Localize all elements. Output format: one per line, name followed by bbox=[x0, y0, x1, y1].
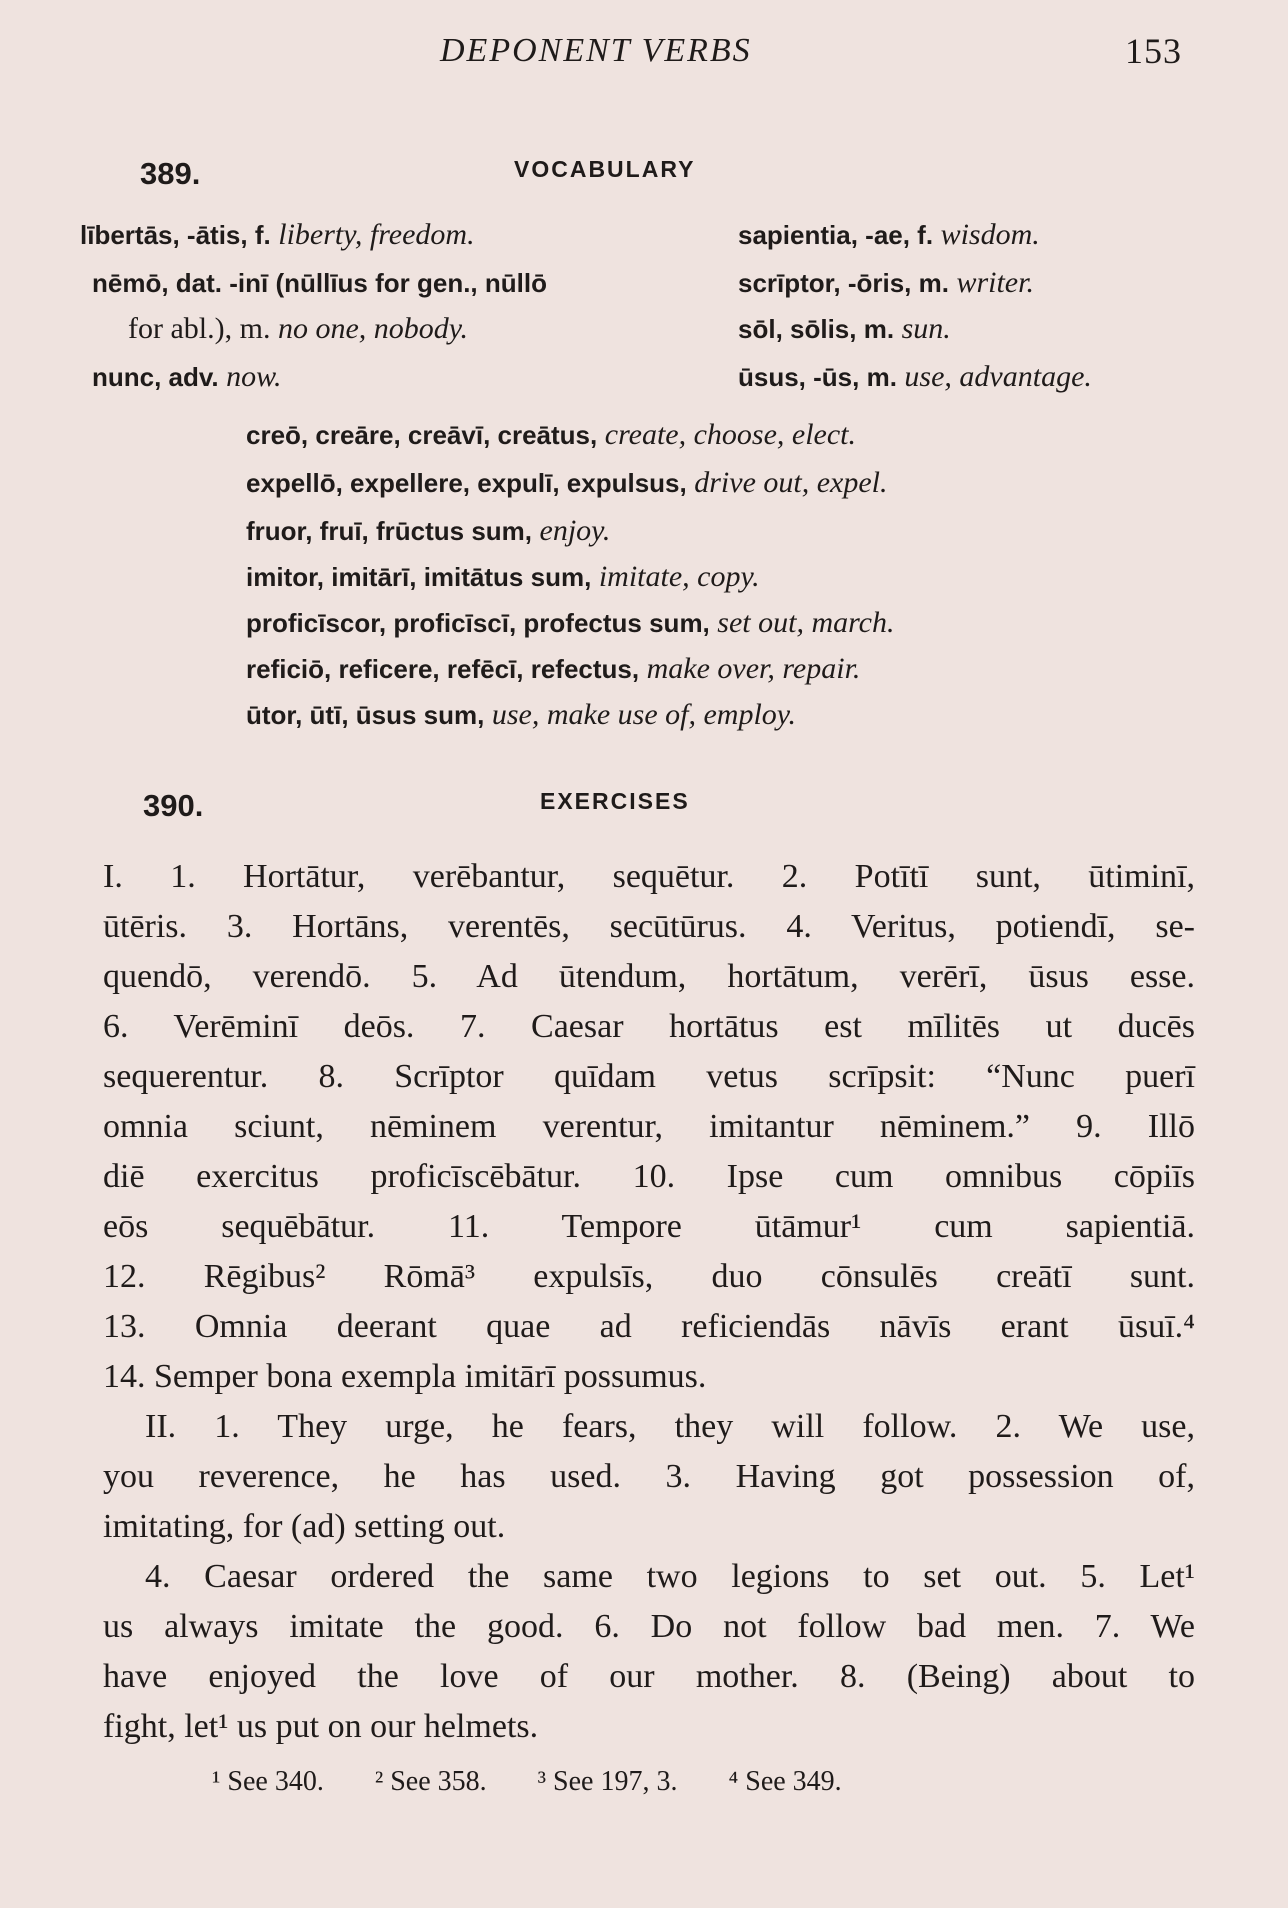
verb-entry bbox=[246, 606, 895, 640]
exercises-section-number: 390. bbox=[143, 788, 204, 823]
exercise-line: have enjoyed the love of our mother. 8. (Being) about to bbox=[103, 1658, 1195, 1695]
exercise-line: us always imitate the good. 6. Do not follow bad men. 7. We bbox=[103, 1608, 1195, 1645]
verb-entry bbox=[246, 698, 796, 732]
exercise-line: 13. Omnia deerant quae ad reficiendās nāvīs erant ūsuī.⁴ bbox=[103, 1308, 1195, 1345]
vocab-definition: no one, nobody. bbox=[277, 312, 468, 345]
verb-definition: set out, march. bbox=[717, 606, 895, 639]
verb-entry bbox=[246, 418, 856, 452]
vocab-word: sōl, sōlis, m. bbox=[738, 314, 895, 344]
exercise-line: II. 1. They urge, he fears, they will follow. 2. We use, bbox=[145, 1408, 1195, 1445]
footnote: ⁴ See 349. bbox=[728, 1766, 842, 1797]
verb-principal-parts: creō, creāre, creāvī, creātus, bbox=[246, 420, 598, 450]
exercise-line: 14. Semper bona exempla imitārī possumus. bbox=[103, 1358, 707, 1395]
verb-entry bbox=[246, 466, 888, 500]
vocab-entry bbox=[738, 312, 951, 346]
exercise-line: ūtēris. 3. Hortāns, verentēs, secūtūrus. 4. Veritus, potiendī, se- bbox=[103, 908, 1195, 945]
vocab-entry bbox=[80, 218, 475, 252]
footnote: ¹ See 340. bbox=[212, 1766, 324, 1797]
vocab-entry bbox=[92, 360, 281, 394]
verb-principal-parts: reficiō, reficere, refēcī, refectus, bbox=[246, 654, 640, 684]
exercise-line: diē exercitus proficīscēbātur. 10. Ipse cum omnibus cōpiīs bbox=[103, 1158, 1195, 1195]
exercise-line: I. 1. Hortātur, verēbantur, sequētur. 2. Potītī sunt, ūtiminī, bbox=[103, 858, 1195, 895]
vocab-definition: sun. bbox=[901, 312, 951, 345]
vocab-entry bbox=[738, 218, 1040, 252]
vocab-entry bbox=[92, 266, 547, 300]
vocab-definition: writer. bbox=[956, 266, 1034, 299]
verb-entry bbox=[246, 514, 610, 548]
vocab-word: ūsus, -ūs, m. bbox=[738, 362, 897, 392]
vocab-section-number: 389. bbox=[140, 156, 201, 191]
vocab-definition: liberty, freedom. bbox=[278, 218, 475, 251]
vocab-word: for abl.), m. bbox=[128, 312, 271, 345]
verb-principal-parts: ūtor, ūtī, ūsus sum, bbox=[246, 700, 485, 730]
verb-definition: create, choose, elect. bbox=[604, 418, 857, 451]
verb-entry bbox=[246, 652, 860, 686]
vocab-word: scrīptor, -ōris, m. bbox=[738, 268, 949, 298]
verb-entry bbox=[246, 560, 760, 594]
running-header: DEPONENT VERBS bbox=[440, 32, 752, 69]
vocab-definition: use, advantage. bbox=[904, 360, 1092, 393]
verb-principal-parts: proficīscor, proficīscī, profectus sum, bbox=[246, 608, 710, 638]
vocab-entry-continuation bbox=[128, 312, 468, 346]
vocab-word: nunc, adv. bbox=[92, 362, 219, 392]
footnotes bbox=[212, 1766, 886, 1798]
verb-principal-parts: imitor, imitārī, imitātus sum, bbox=[246, 562, 592, 592]
verb-definition: use, make use of, employ. bbox=[491, 698, 796, 731]
verb-principal-parts: fruor, fruī, frūctus sum, bbox=[246, 516, 533, 546]
footnote: ² See 358. bbox=[374, 1766, 487, 1797]
exercise-line: omnia sciunt, nēminem verentur, imitantur nēminem.” 9. Illō bbox=[103, 1108, 1195, 1145]
page-number: 153 bbox=[1125, 31, 1182, 71]
verb-definition: drive out, expel. bbox=[694, 466, 888, 499]
exercise-line: eōs sequēbātur. 11. Tempore ūtāmur¹ cum sapientiā. bbox=[103, 1208, 1195, 1245]
vocab-entry bbox=[738, 266, 1034, 300]
vocab-section-title: VOCABULARY bbox=[514, 156, 696, 182]
verb-definition: make over, repair. bbox=[646, 652, 861, 685]
vocab-definition: now. bbox=[226, 360, 282, 393]
vocab-word: lībertās, -ātis, f. bbox=[80, 220, 271, 250]
exercise-line: imitating, for (ad) setting out. bbox=[103, 1508, 506, 1545]
exercise-line: 4. Caesar ordered the same two legions to set out. 5. Let¹ bbox=[145, 1558, 1195, 1595]
verb-definition: enjoy. bbox=[539, 514, 611, 547]
vocab-word: sapientia, -ae, f. bbox=[738, 220, 934, 250]
exercise-line: sequerentur. 8. Scrīptor quīdam vetus scrīpsit: “Nunc puerī bbox=[103, 1058, 1195, 1095]
exercise-line: 6. Verēminī deōs. 7. Caesar hortātus est mīlitēs ut ducēs bbox=[103, 1008, 1195, 1045]
verb-principal-parts: expellō, expellere, expulī, expulsus, bbox=[246, 468, 687, 498]
exercises-section-title: EXERCISES bbox=[540, 788, 690, 814]
footnote: ³ See 197, 3. bbox=[537, 1766, 678, 1797]
exercise-line: 12. Rēgibus² Rōmā³ expulsīs, duo cōnsulēs creātī sunt. bbox=[103, 1258, 1195, 1295]
vocab-definition: wisdom. bbox=[940, 218, 1040, 251]
exercise-line: quendō, verendō. 5. Ad ūtendum, hortātum, verērī, ūsus esse. bbox=[103, 958, 1195, 995]
vocab-entry bbox=[738, 360, 1092, 394]
exercise-line: you reverence, he has used. 3. Having got possession of, bbox=[103, 1458, 1195, 1495]
exercise-line: fight, let¹ us put on our helmets. bbox=[103, 1708, 539, 1745]
vocab-word: nēmō, dat. -inī (nūllīus for gen., nūllō bbox=[92, 268, 547, 298]
verb-definition: imitate, copy. bbox=[598, 560, 760, 593]
